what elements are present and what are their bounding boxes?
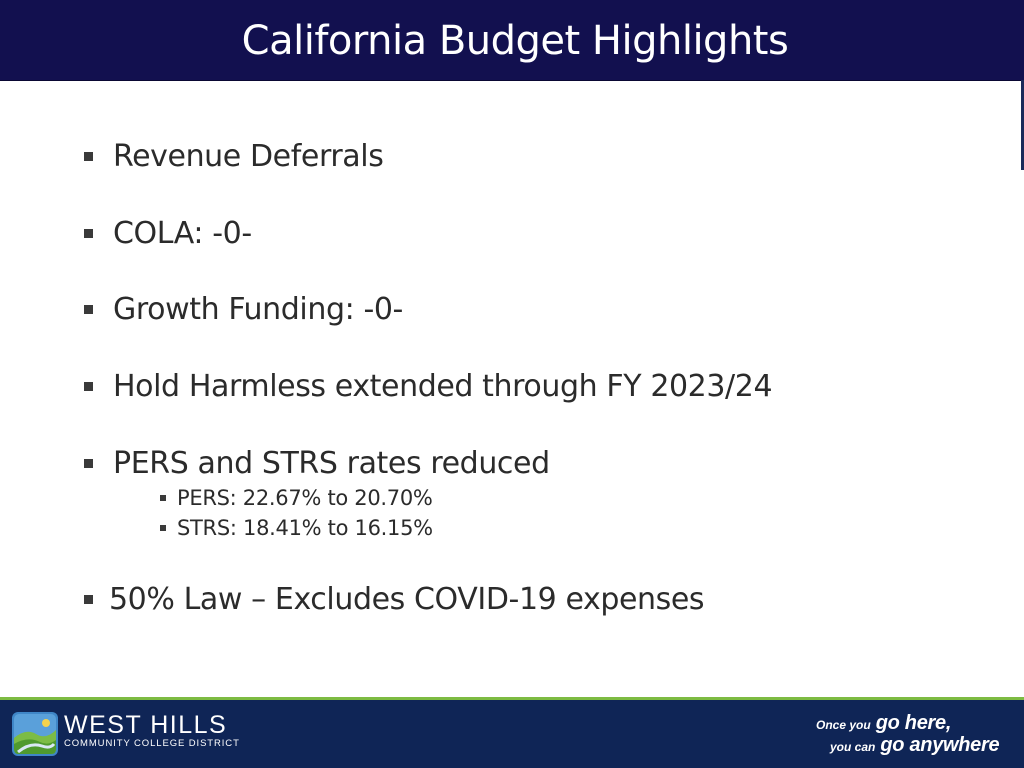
small-square-bullet-icon — [160, 495, 166, 501]
bullet-text: Growth Funding: -0- — [113, 291, 403, 327]
square-bullet-icon — [84, 595, 93, 604]
sub-bullet-item — [160, 514, 433, 542]
tagline-big-1: go here, — [875, 712, 952, 734]
small-square-bullet-icon — [160, 525, 166, 531]
tagline-big-2: go anywhere — [880, 734, 1000, 756]
bullet-text: 50% Law – Excludes COVID-19 expenses — [109, 581, 705, 617]
bullet-item — [84, 289, 403, 329]
title-bar — [0, 0, 1024, 81]
bullet-text: COLA: -0- — [113, 215, 252, 251]
bullet-item — [84, 213, 252, 253]
tagline-small-2: you can — [830, 740, 876, 754]
district-logo-text — [64, 712, 240, 750]
tagline — [812, 712, 1008, 756]
square-bullet-icon — [84, 305, 93, 314]
logo-name: WEST HILLS — [64, 711, 228, 739]
square-bullet-icon — [84, 459, 93, 468]
bullet-text: Revenue Deferrals — [113, 138, 384, 174]
tagline-small-1: Once you — [816, 718, 871, 732]
bullet-text: Hold Harmless extended through FY 2023/24 — [113, 368, 773, 404]
square-bullet-icon — [84, 229, 93, 238]
bullet-item — [84, 136, 383, 176]
square-bullet-icon — [84, 382, 93, 391]
tagline-line-1 — [812, 712, 1008, 734]
sub-bullet-text: STRS: 18.41% to 16.15% — [177, 516, 433, 540]
tagline-line-2 — [812, 734, 1008, 756]
landscape-logo-icon — [12, 712, 58, 756]
slide-title: California Budget Highlights — [241, 18, 789, 64]
sub-bullet-item — [160, 484, 433, 512]
logo-subtitle: COMMUNITY COLLEGE DISTRICT — [64, 738, 240, 749]
bullet-item — [84, 366, 772, 406]
sub-bullet-text: PERS: 22.67% to 20.70% — [177, 486, 433, 510]
square-bullet-icon — [84, 152, 93, 161]
bullet-item — [84, 443, 550, 483]
bullet-item — [84, 579, 704, 619]
bullet-text: PERS and STRS rates reduced — [113, 445, 550, 481]
